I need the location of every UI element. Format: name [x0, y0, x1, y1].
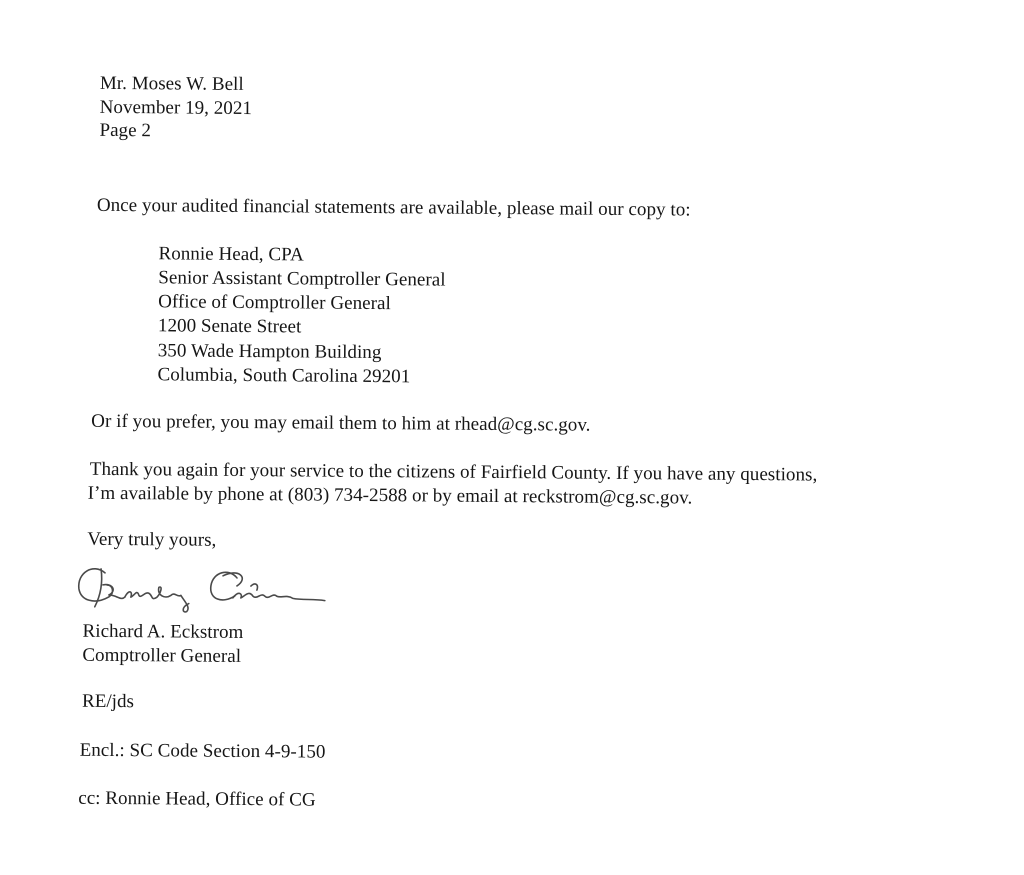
enclosure-line: Encl.: SC Code Section 4-9-150	[79, 739, 326, 763]
signer-title: Comptroller General	[82, 644, 242, 667]
address-line-4: 1200 Senate Street	[157, 315, 302, 338]
page-number: Page 2	[99, 119, 152, 142]
thanks-paragraph-line-1: Thank you again for your service to the citizens of Fairfield County. If you have any questions,	[89, 458, 818, 486]
cc-line: cc: Ronnie Head, Office of CG	[78, 787, 316, 811]
address-line-3: Office of Comptroller General	[158, 291, 391, 315]
address-line-1: Ronnie Head, CPA	[158, 243, 304, 266]
thanks-paragraph-line-2: I’m available by phone at (803) 734-2588 or by email at reckstrom@cg.sc.gov.	[87, 482, 693, 509]
signature-stroke	[251, 584, 258, 590]
intro-paragraph: Once your audited financial statements are available, please mail our copy to:	[96, 194, 691, 221]
address-line-2: Senior Assistant Comptroller General	[158, 267, 446, 291]
signature-stroke	[233, 593, 325, 600]
signature-stroke	[125, 587, 181, 599]
signature-stroke	[211, 572, 237, 600]
closing-salutation: Very truly yours,	[87, 528, 217, 551]
letter-date: November 19, 2021	[99, 96, 253, 120]
address-line-5: 350 Wade Hampton Building	[157, 340, 382, 364]
signature-stroke	[181, 595, 189, 611]
handwritten-signature	[73, 555, 344, 627]
reference-initials: RE/jds	[81, 690, 135, 713]
signature-stroke	[103, 585, 125, 599]
recipient-name: Mr. Moses W. Bell	[99, 72, 244, 95]
email-note-paragraph: Or if you prefer, you may email them to him at rhead@cg.sc.gov.	[91, 410, 591, 436]
address-line-6: Columbia, South Carolina 29201	[157, 364, 411, 388]
signer-name: Richard A. Eckstrom	[82, 620, 244, 643]
